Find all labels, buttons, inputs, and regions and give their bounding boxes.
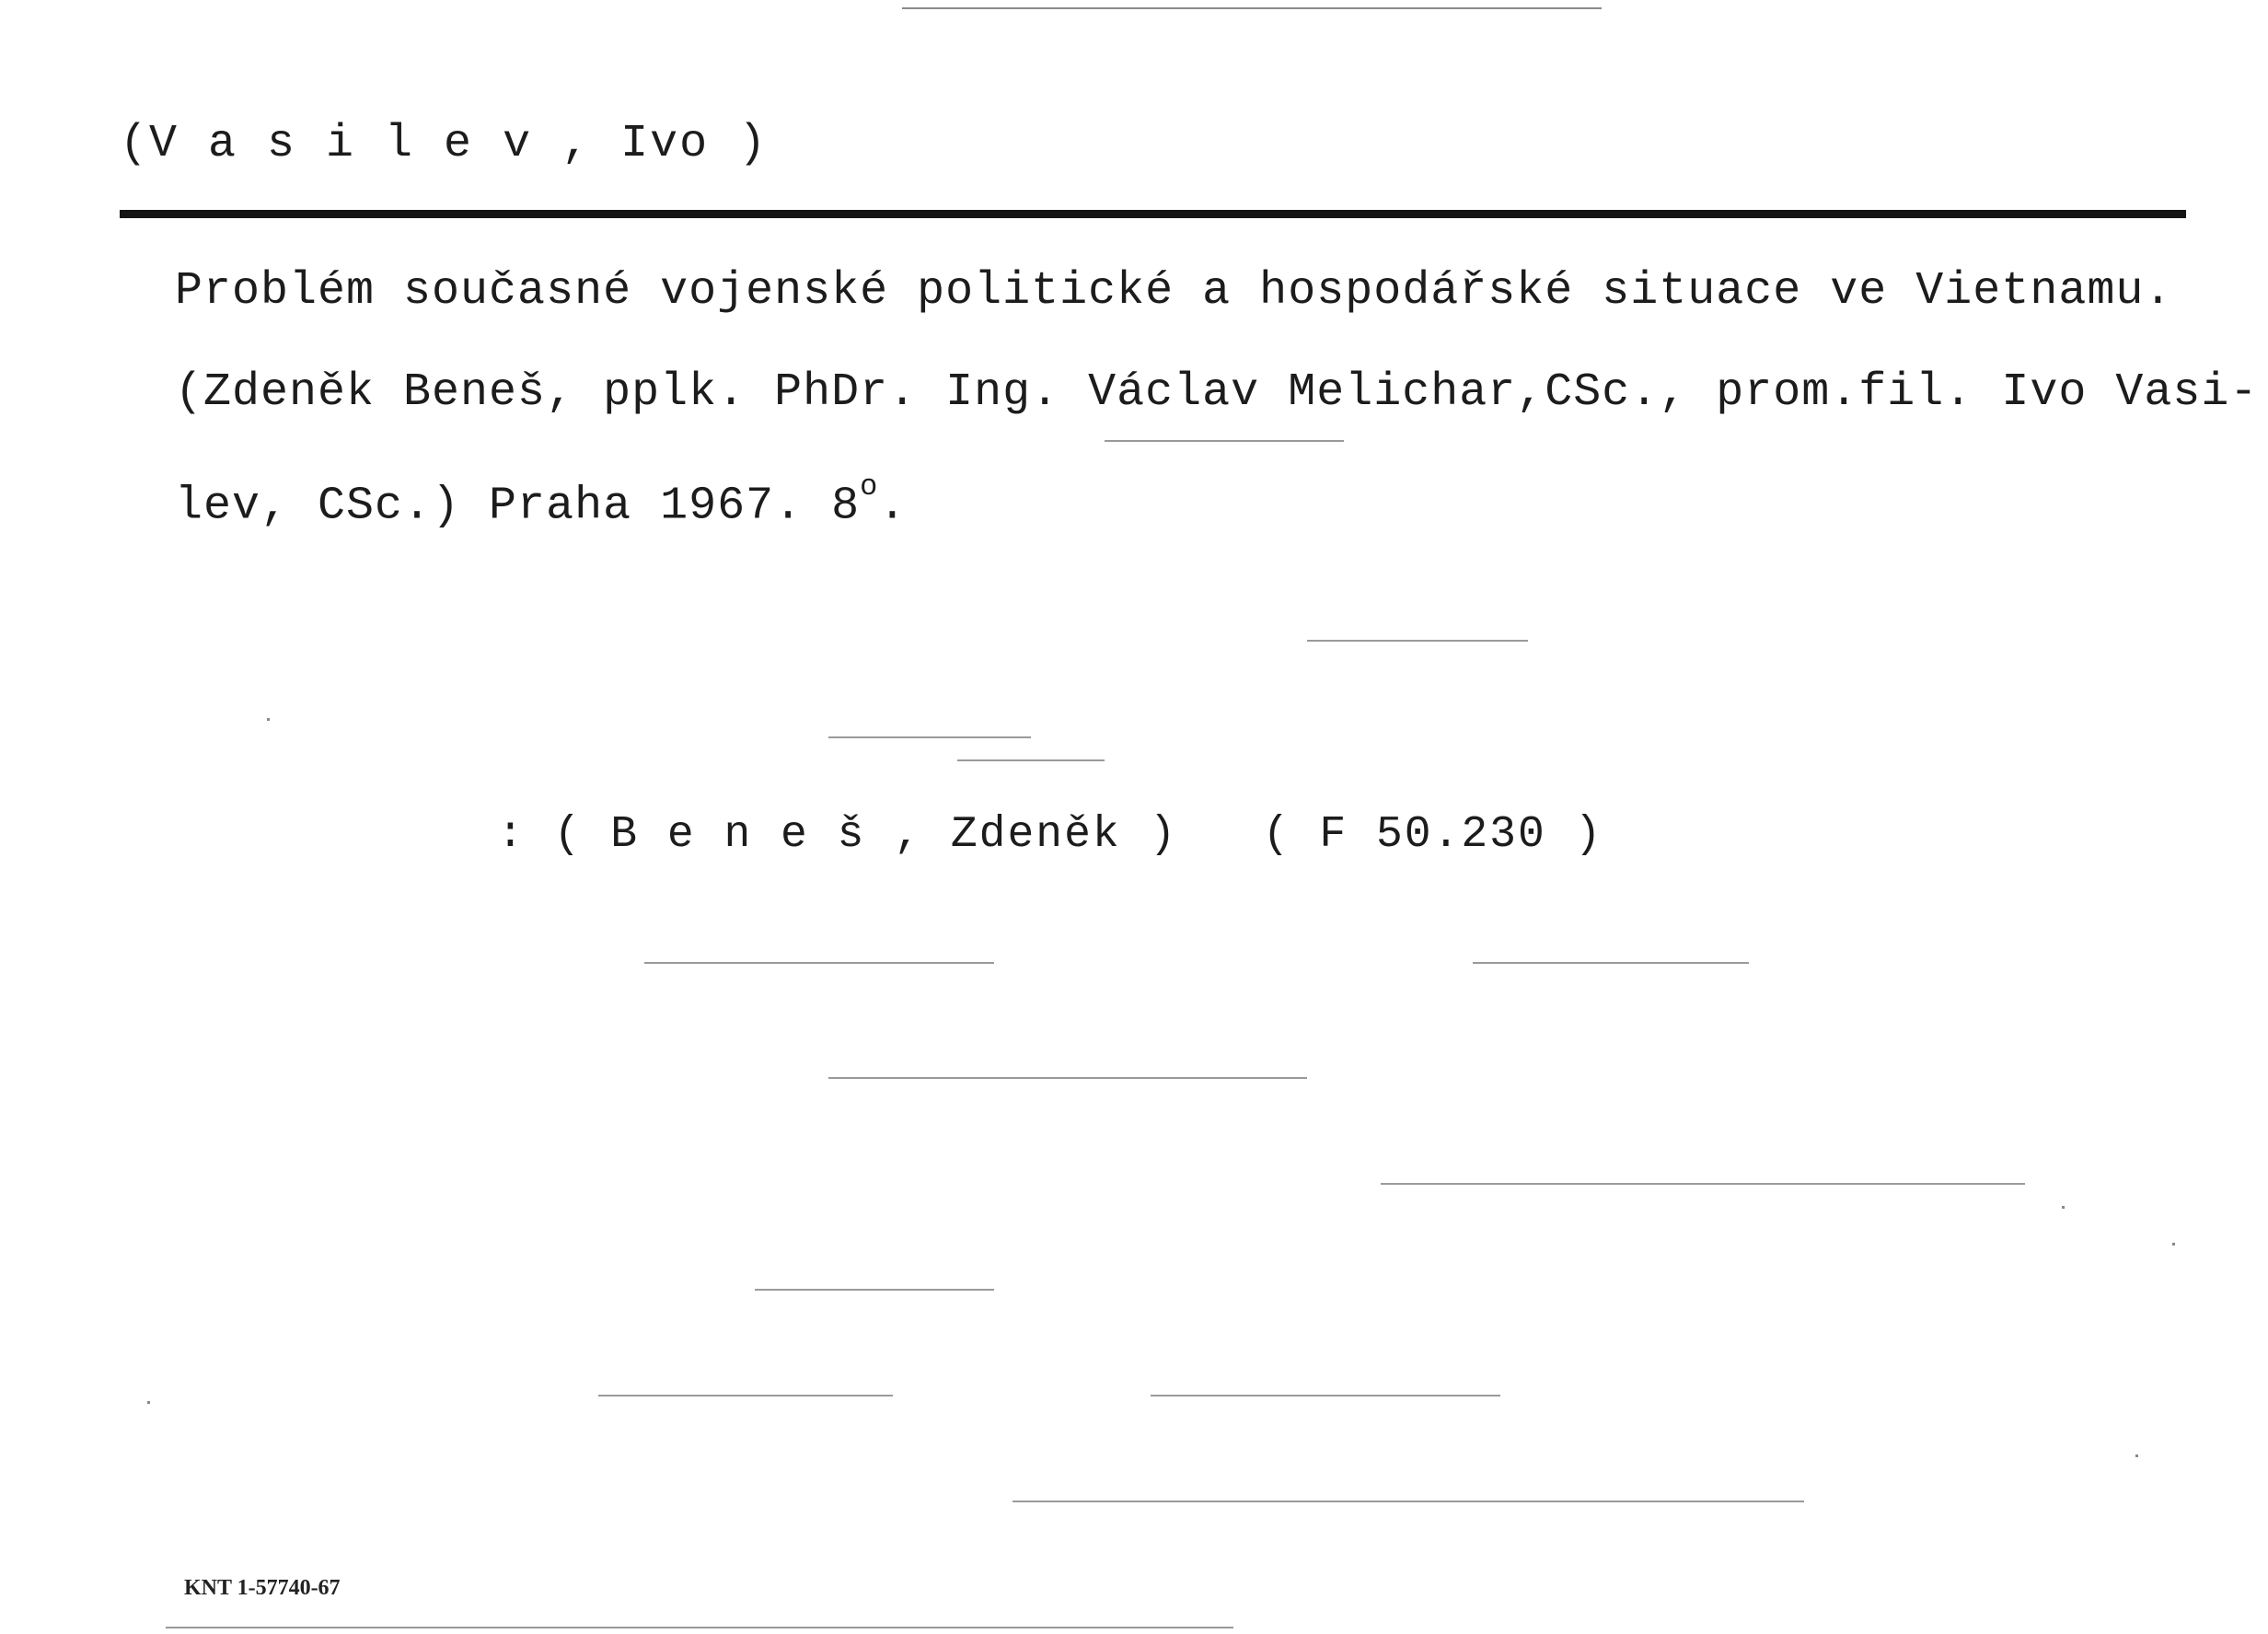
scan-noise	[2172, 1243, 2175, 1246]
scan-noise	[957, 759, 1105, 761]
scan-noise	[1473, 962, 1749, 964]
bottom-edge-line	[166, 1627, 1233, 1628]
format-degree: o	[860, 469, 879, 504]
title-line: Problém současné vojenské politické a hospodářské situace ve Vietnamu.	[175, 265, 2173, 318]
scan-noise	[147, 1401, 150, 1404]
scan-noise	[644, 962, 994, 964]
top-edge-line	[902, 7, 1602, 9]
scan-noise	[1105, 440, 1344, 442]
scan-noise	[828, 736, 1031, 738]
scan-noise	[267, 718, 270, 721]
scan-noise	[1381, 1183, 2025, 1185]
author-heading: (V a s i l e v , Ivo )	[120, 118, 769, 170]
scan-noise	[1473, 1501, 1804, 1502]
scan-noise	[828, 1077, 1307, 1079]
authors-line: (Zdeněk Beneš, pplk. PhDr. Ing. Václav Melichar,CSc., prom.fil. Ivo Vasi-	[175, 366, 2259, 419]
scan-noise	[598, 1395, 893, 1396]
added-entry-line: : ( B e n e š , Zdeněk ) ( F 50.230 )	[497, 810, 1603, 860]
imprint-text: lev, CSc.) Praha 1967. 8	[175, 480, 861, 533]
heading-rule	[120, 210, 2186, 218]
scan-noise	[2135, 1454, 2138, 1457]
scan-noise	[1151, 1395, 1500, 1396]
scan-noise	[755, 1289, 994, 1291]
scan-noise	[1307, 640, 1528, 642]
scan-noise	[2062, 1206, 2065, 1209]
printer-code: KNT 1-57740-67	[184, 1576, 341, 1600]
imprint-end: .	[878, 480, 908, 533]
imprint-line	[175, 469, 908, 533]
